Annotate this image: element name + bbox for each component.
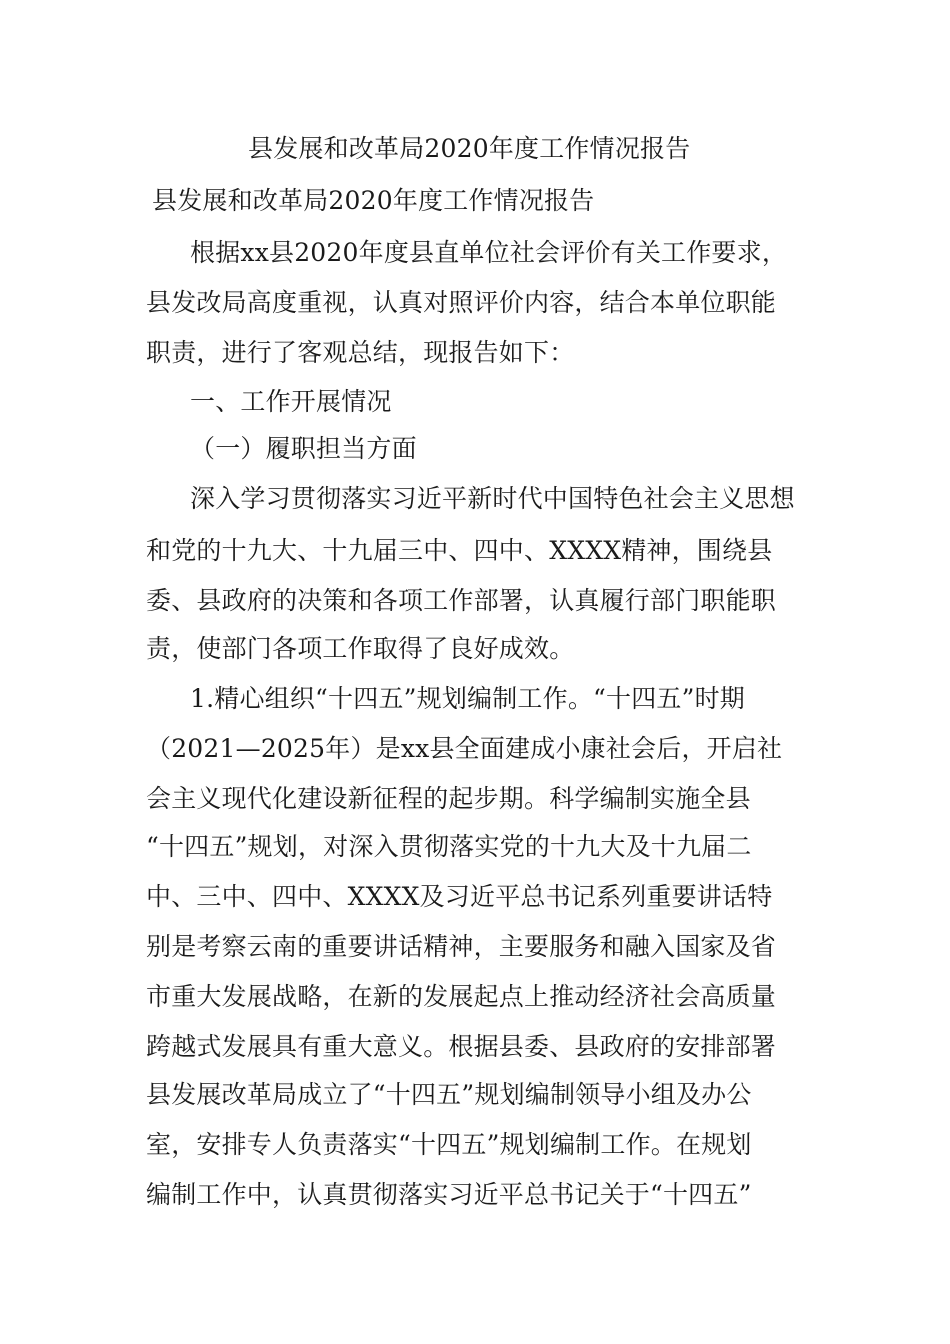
paragraph-2-line: “十四五”规划，对深入贯彻落实党的十九大及十九届二 [146, 832, 752, 861]
paragraph-1-line: 委、县政府的决策和各项工作部署，认真履行部门职能职 [146, 586, 777, 615]
paragraph-1-line: 深入学习贯彻落实习近平新时代中国特色社会主义思想 [190, 484, 795, 513]
paragraph-2-line: 跨越式发展具有重大意义。根据县委、县政府的安排部署 [146, 1032, 777, 1061]
document-subtitle: 县发展和改革局2020年度工作情况报告 [152, 186, 595, 215]
paragraph-2-line: 1.精心组织“十四五”规划编制工作。“十四五”时期 [190, 684, 745, 713]
paragraph-1-line: 和党的十九大、十九届三中、四中、XXXX精神，围绕县 [146, 536, 773, 565]
paragraph-2-line: 县发展改革局成立了“十四五”规划编制领导小组及办公 [146, 1080, 752, 1109]
intro-line: 县发改局高度重视，认真对照评价内容，结合本单位职能 [146, 288, 777, 317]
paragraph-1-line: 责，使部门各项工作取得了良好成效。 [146, 634, 575, 663]
document-title: 县发展和改革局2020年度工作情况报告 [248, 134, 691, 163]
intro-line: 职责，进行了客观总结，现报告如下： [146, 338, 575, 367]
paragraph-2-line: 市重大发展战略，在新的发展起点上推动经济社会高质量 [146, 982, 777, 1011]
intro-line: 根据xx县2020年度县直单位社会评价有关工作要求， [190, 238, 788, 267]
section-heading: 一、工作开展情况 [190, 387, 392, 416]
paragraph-2-line: （2021—2025年）是xx县全面建成小康社会后，开启社 [146, 734, 783, 763]
paragraph-2-line: 会主义现代化建设新征程的起步期。科学编制实施全县 [146, 784, 751, 813]
paragraph-2-line: 中、三中、四中、XXXX及习近平总书记系列重要讲话特 [146, 882, 773, 911]
paragraph-2-line: 编制工作中，认真贯彻落实习近平总书记关于“十四五” [146, 1180, 752, 1209]
paragraph-2-line: 室，安排专人负责落实“十四五”规划编制工作。在规划 [146, 1130, 752, 1159]
subsection-heading: （一）履职担当方面 [190, 434, 417, 463]
paragraph-2-line: 别是考察云南的重要讲话精神，主要服务和融入国家及省 [146, 932, 777, 961]
